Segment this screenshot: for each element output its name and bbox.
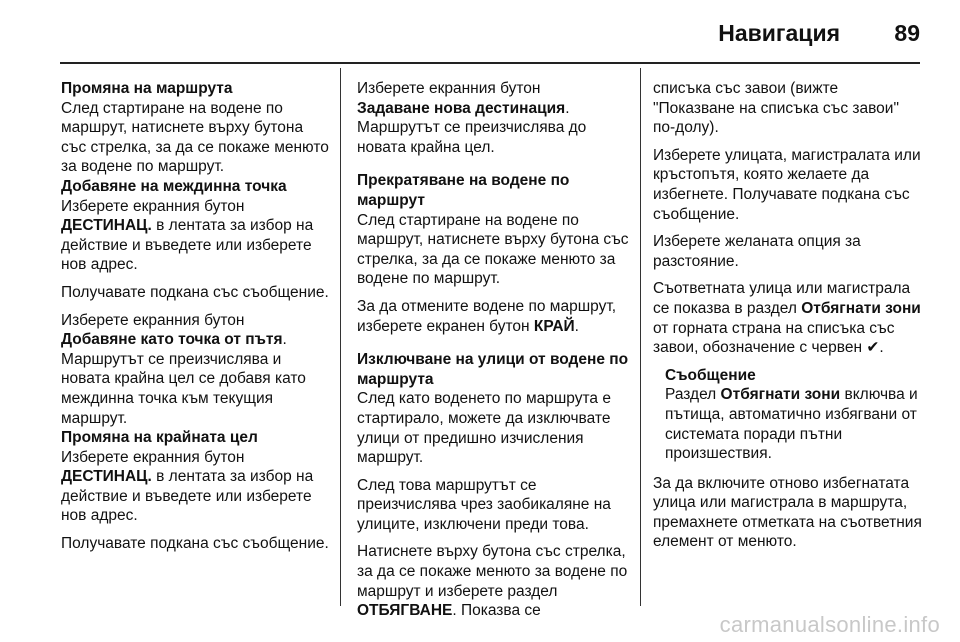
text: За да отмените водене по маршрут, изберете екранен бутон (357, 297, 617, 335)
paragraph: Получавате подкана със съобщение. (61, 283, 329, 301)
paragraph: Изберете улицата, магистралата или кръстопътя, която желаете да избегнете. Получавате подкана със съобщение. (653, 146, 921, 223)
watermark: carmanualsonline.info (719, 612, 940, 637)
text: Съответната улица или магистрала се показва в раздел (653, 280, 911, 317)
column-divider-right (640, 68, 641, 606)
paragraph (61, 311, 329, 429)
text: . Показва се (452, 602, 541, 620)
section-title-stop-guidance: Прекратяване на водене по маршрут (357, 172, 570, 209)
section-title-route-change: Промяна на маршрута (61, 80, 233, 97)
section-reference: Отбягнати зони (801, 299, 921, 317)
text: от горната страна на списъка със завои, обозначение с червен (653, 319, 895, 357)
note-title: Съобщение (665, 366, 756, 384)
column-divider-left (340, 68, 341, 606)
button-reference: ДЕСТИНАЦ. (61, 217, 152, 235)
paragraph: След това маршрутът се преизчислява чрез заобикаляне на улиците, изключени преди това. (357, 476, 611, 533)
column-3 (653, 79, 923, 560)
paragraph (357, 297, 631, 336)
paragraph: списъка със завои (вижте "Показване на списъка със завои" по-долу). (653, 80, 899, 137)
checkmark-icon: ✔ (866, 339, 880, 357)
text: Изберете екранния бутон (61, 448, 245, 466)
button-reference: Задаване нова дестинация (357, 99, 566, 117)
text: . Маршрутът се преизчислява и новата крайна цел се добавя като междинна точка към текущия маршрут. (61, 331, 306, 427)
column-2 (357, 79, 631, 629)
paragraph: Получавате подкана със съобщение. (61, 535, 329, 553)
text: в лентата за избор на действие и въведете или изберете нов адрес. (61, 217, 314, 274)
page-number: 89 (894, 20, 920, 46)
paragraph: За да включите отново избегнатата улица или магистрала в маршрута, премахнете отметката на съответния елемент от менюто. (653, 474, 922, 551)
text: Изберете екранния бутон (61, 197, 245, 215)
note-box (653, 366, 923, 464)
paragraph: След стартиране на водене по маршрут, натиснете върху бутона със стрелка, за да се покаже менюто за водене по маршрут. (61, 99, 329, 176)
page-title: Навигация (718, 20, 840, 46)
paragraph: След стартиране на водене по маршрут, натиснете върху бутона със стрелка, за да се покаже менюто за водене по маршрут. (357, 211, 629, 288)
text: . Маршрутът се преизчислява до новата крайна цел. (357, 99, 587, 156)
page-header (60, 0, 920, 64)
section-title-add-waypoint: Добавяне на междинна точка (61, 177, 287, 195)
button-reference: ДЕСТИНАЦ. (61, 468, 152, 486)
button-reference: Добавяне като точка от пътя (61, 331, 283, 349)
button-reference: ОТБЯГВАНЕ (357, 602, 453, 620)
note-text (665, 385, 923, 463)
paragraph (61, 197, 329, 275)
section-title-exclude-streets: Изключване на улици от водене по маршрута (357, 351, 629, 388)
button-reference: КРАЙ (533, 317, 575, 335)
paragraph: След като воденето по маршрута е стартирало, можете да изключвате улици от предишно изчисления маршрут. (357, 390, 611, 467)
text: Изберете екранния бутон (357, 80, 541, 97)
text: Изберете екранния бутон (61, 311, 245, 329)
text: . (574, 317, 579, 335)
text: Натиснете върху бутона със стрелка, за да се покаже менюто за водене по маршрут и изберете раздел (357, 543, 628, 600)
section-title-change-destination: Промяна на крайната цел (61, 429, 258, 447)
paragraph: Изберете желаната опция за разстояние. (653, 233, 861, 270)
text: Раздел (665, 386, 721, 404)
section-reference: Отбягнати зони (720, 386, 841, 404)
paragraph (357, 79, 631, 157)
paragraph (653, 279, 923, 357)
column-1 (61, 79, 329, 562)
text: включва и пътища, автоматично избягвани от системата поради пътни произшествия. (665, 386, 918, 463)
text: . (879, 339, 884, 357)
text: в лентата за избор на действие и въведете или изберете нов адрес. (61, 468, 314, 525)
paragraph (61, 448, 329, 526)
paragraph (357, 542, 631, 620)
